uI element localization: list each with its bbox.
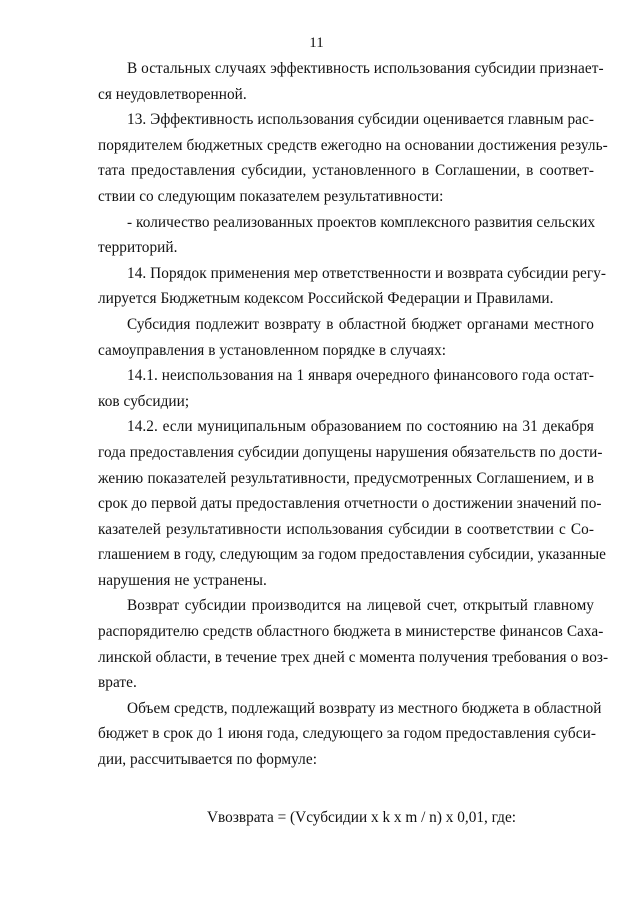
text-line: - количество реализованных проектов комплексного развития сельских [127, 213, 596, 231]
paragraph-subsidy-return-cases [98, 312, 594, 363]
text-line: самоуправления в установленном порядке в случаях: [98, 341, 447, 359]
paragraph-14-1 [98, 363, 594, 414]
paragraph-return-account [98, 593, 609, 695]
text-line: дии, рассчитывается по формуле: [98, 751, 317, 769]
text-line: ся неудовлетворенной. [98, 85, 247, 103]
text-line: порядителем бюджетных средств ежегодно на основании достижения резуль- [98, 136, 608, 154]
text-line: жению показателей результативности, предусмотренных Соглашением, и в [98, 469, 594, 487]
text-line: тата предоставления субсидии, установленного в Соглашении, в соответ- [98, 162, 594, 180]
text-line: нарушения не устранены. [98, 571, 267, 589]
paragraph-14-2 [98, 414, 607, 593]
paragraph-efficiency-unsatisfactory [98, 56, 604, 107]
text-line: 13. Эффективность использования субсидии оценивается главным рас- [127, 111, 594, 129]
text-line: года предоставления субсидии допущены нарушения обязательств по дости- [98, 443, 603, 461]
text-line: линской области, в течение трех дней с момента получения требования о воз- [98, 648, 609, 666]
text-line: глашением в году, следующим за годом предоставления субсидии, указанные [98, 546, 607, 564]
text-line: срок до первой даты предоставления отчетности о достижении значений по- [98, 495, 602, 513]
return-formula: Vвозврата = (Vсубсидии x k x m / n) x 0,01, где: [207, 809, 516, 826]
text-line: В остальных случаях эффективность использования субсидии признает- [127, 60, 604, 77]
text-line: врате. [98, 674, 137, 692]
text-line: Объем средств, подлежащий возврату из местного бюджета в областной [127, 699, 602, 717]
text-line: Субсидия подлежит возврату в областной бюджет органами местного [127, 315, 594, 333]
text-line: 14.1. неиспользования на 1 января очередного финансового года остат- [127, 367, 594, 385]
text-line: 14.2. если муниципальным образованием по состоянию на 31 декабря [127, 418, 594, 436]
paragraph-14-responsibility [98, 261, 607, 312]
text-line: Возврат субсидии производится на лицевой счет, открытый главному [127, 597, 594, 615]
text-line: бюджет в срок до 1 июня года, следующего за годом предоставления субси- [98, 725, 596, 743]
paragraph-return-volume [98, 696, 602, 773]
text-line: ков субсидии; [98, 392, 190, 410]
text-line: распорядителю средств областного бюджета в министерстве финансов Саха- [98, 623, 604, 641]
body-text [98, 56, 609, 773]
paragraph-indicator-item [98, 210, 594, 261]
text-line: ствии со следующим показателем результативности: [98, 187, 444, 205]
text-line: казателей результативности использования субсидии в соответствии с Со- [98, 520, 594, 538]
text-line: территорий. [98, 239, 178, 257]
text-line: лируется Бюджетным кодексом Российской Федерации и Правилами. [98, 290, 554, 308]
page-number: 11 [309, 35, 324, 51]
text-line: 14. Порядок применения мер ответственности и возврата субсидии регу- [127, 264, 607, 282]
paragraph-13-efficiency-evaluation [98, 107, 608, 209]
